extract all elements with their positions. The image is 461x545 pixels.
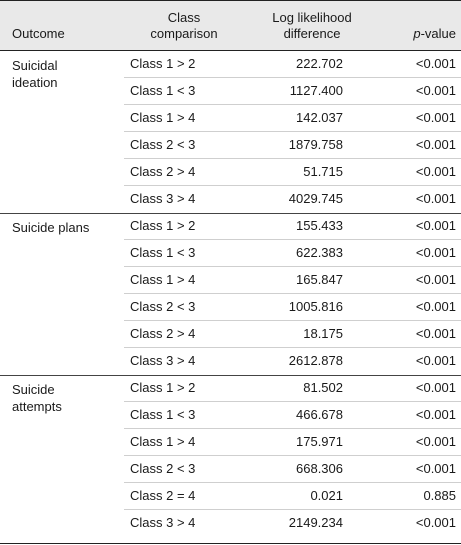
header-p-rest: -value <box>420 26 456 41</box>
class-comparison-cell: Class 1 > 2 <box>130 218 196 233</box>
class-comparison-cell: Class 1 > 4 <box>130 434 196 449</box>
log-likelihood-cell: 81.502 <box>303 380 343 395</box>
log-likelihood-cell: 51.715 <box>303 164 343 179</box>
p-value-cell: <0.001 <box>415 83 456 98</box>
header-class-comparison <box>124 10 244 42</box>
log-likelihood-cell: 2612.878 <box>288 353 343 368</box>
class-comparison-cell: Class 2 > 4 <box>130 164 196 179</box>
p-value-cell: <0.001 <box>415 110 456 125</box>
outcome-line2: ideation <box>12 75 58 90</box>
class-comparison-cell: Class 3 > 4 <box>130 353 196 368</box>
table-row <box>124 213 461 240</box>
log-likelihood-cell: 175.971 <box>296 434 343 449</box>
table-row <box>124 456 461 483</box>
table-row <box>124 429 461 456</box>
class-comparison-cell: Class 2 < 3 <box>130 461 196 476</box>
table-row <box>124 483 461 510</box>
p-value-cell: <0.001 <box>415 326 456 341</box>
p-value-cell: 0.885 <box>423 488 456 503</box>
outcome-line1: Suicide plans <box>12 220 90 235</box>
log-likelihood-cell: 4029.745 <box>288 191 343 206</box>
log-likelihood-cell: 155.433 <box>296 218 343 233</box>
outcome-label <box>12 57 112 91</box>
class-comparison-cell: Class 1 < 3 <box>130 83 196 98</box>
log-likelihood-cell: 18.175 <box>303 326 343 341</box>
log-likelihood-cell: 1127.400 <box>289 83 343 98</box>
class-comparison-cell: Class 1 > 4 <box>130 110 196 125</box>
log-likelihood-cell: 165.847 <box>296 272 343 287</box>
table-row <box>124 78 461 105</box>
p-value-cell: <0.001 <box>415 299 456 314</box>
header-class-line2: comparison <box>150 26 218 41</box>
header-p-value <box>380 26 456 42</box>
outcome-line1: Suicidal <box>12 58 58 73</box>
p-value-cell: <0.001 <box>415 56 456 71</box>
class-comparison-cell: Class 2 < 3 <box>130 299 196 314</box>
class-comparison-cell: Class 1 > 2 <box>130 380 196 395</box>
p-value-cell: <0.001 <box>415 272 456 287</box>
table-header <box>0 0 461 51</box>
log-likelihood-cell: 142.037 <box>296 110 343 125</box>
p-value-cell: <0.001 <box>415 245 456 260</box>
outcome-line2: attempts <box>12 399 62 414</box>
p-value-cell: <0.001 <box>415 218 456 233</box>
class-comparison-cell: Class 1 < 3 <box>130 245 196 260</box>
p-value-cell: <0.001 <box>415 461 456 476</box>
p-value-cell: <0.001 <box>415 380 456 395</box>
log-likelihood-cell: 1879.758 <box>288 137 343 152</box>
table-row <box>124 105 461 132</box>
log-likelihood-cell: 222.702 <box>296 56 343 71</box>
log-likelihood-cell: 0.021 <box>310 488 343 503</box>
log-likelihood-cell: 1005.816 <box>288 299 343 314</box>
table-bottom-rule <box>0 543 461 544</box>
log-likelihood-cell: 2149.234 <box>288 515 343 530</box>
table-row <box>124 402 461 429</box>
outcome-group <box>0 375 461 537</box>
class-comparison-cell: Class 1 < 3 <box>130 407 196 422</box>
table-row <box>124 375 461 402</box>
header-log-likelihood <box>262 10 362 42</box>
table-row <box>124 240 461 267</box>
table-row <box>124 186 461 213</box>
table-row <box>124 267 461 294</box>
class-comparison-cell: Class 1 > 2 <box>130 56 196 71</box>
outcome-label <box>12 381 112 415</box>
table-row <box>124 510 461 537</box>
log-likelihood-cell: 622.383 <box>296 245 343 260</box>
outcome-line1: Suicide <box>12 382 55 397</box>
header-class-line1: Class <box>167 10 201 25</box>
p-value-cell: <0.001 <box>415 353 456 368</box>
log-likelihood-cell: 668.306 <box>296 461 343 476</box>
class-comparison-cell: Class 2 < 3 <box>130 137 196 152</box>
p-value-cell: <0.001 <box>415 434 456 449</box>
p-value-cell: <0.001 <box>415 137 456 152</box>
p-value-cell: <0.001 <box>415 191 456 206</box>
header-loglik-line2: difference <box>283 26 341 41</box>
header-p-italic: p <box>413 26 421 41</box>
outcome-group <box>0 51 461 214</box>
class-comparison-cell: Class 2 = 4 <box>130 488 196 503</box>
class-comparison-cell: Class 2 > 4 <box>130 326 196 341</box>
class-comparison-cell: Class 3 > 4 <box>130 191 196 206</box>
table-row <box>124 159 461 186</box>
header-loglik-line1: Log likelihood <box>272 10 352 25</box>
outcome-label <box>12 219 112 236</box>
outcome-group <box>0 213 461 376</box>
table-row <box>124 294 461 321</box>
p-value-cell: <0.001 <box>415 164 456 179</box>
table-row <box>124 132 461 159</box>
class-comparison-cell: Class 3 > 4 <box>130 515 196 530</box>
table-row <box>124 51 461 78</box>
log-likelihood-cell: 466.678 <box>296 407 343 422</box>
header-outcome: Outcome <box>12 26 65 41</box>
table-row <box>124 321 461 348</box>
p-value-cell: <0.001 <box>415 407 456 422</box>
class-comparison-cell: Class 1 > 4 <box>130 272 196 287</box>
table-row <box>124 348 461 375</box>
p-value-cell: <0.001 <box>415 515 456 530</box>
